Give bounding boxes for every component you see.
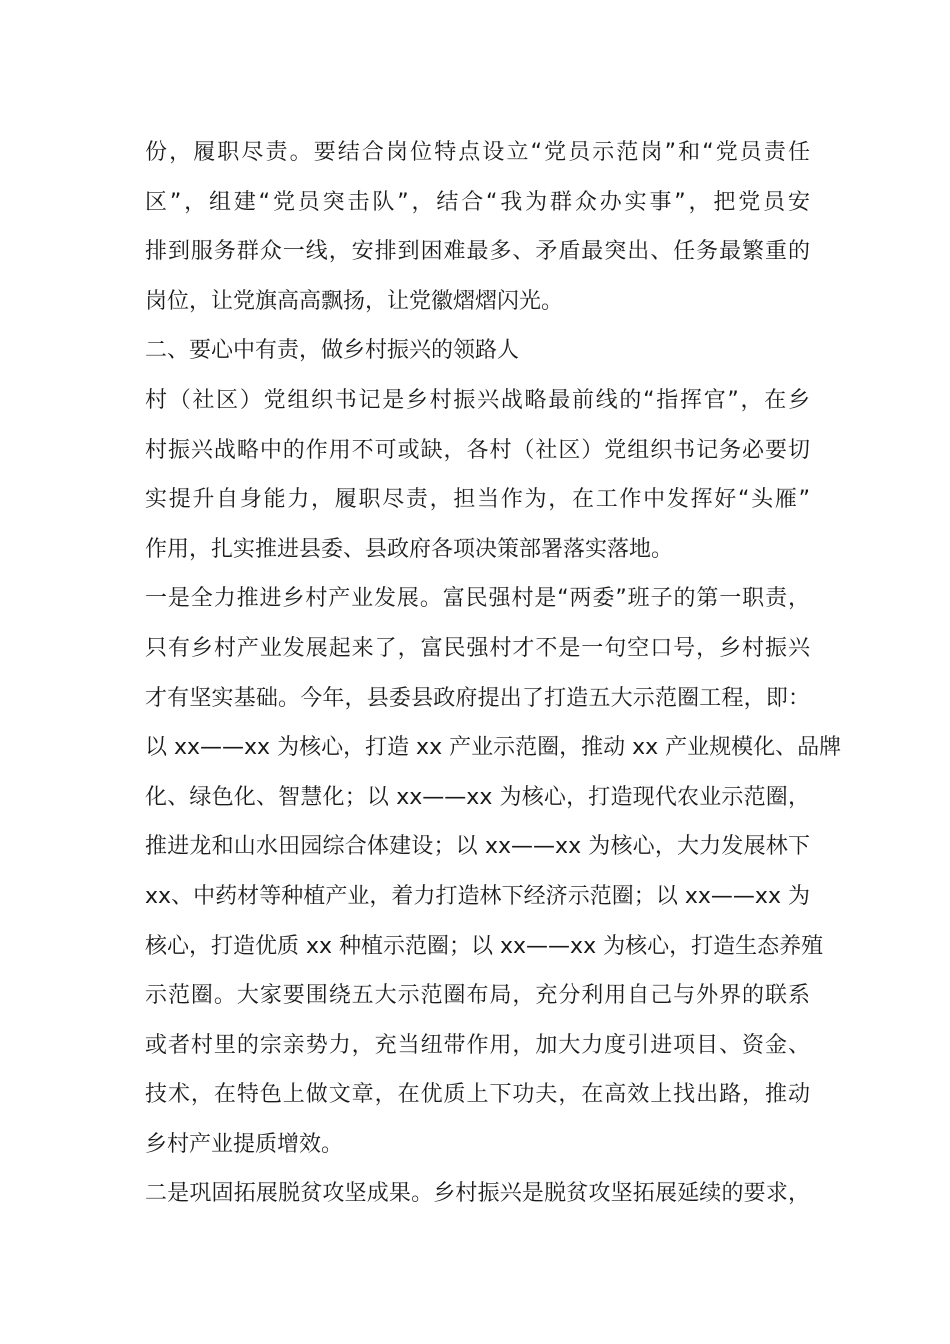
text-line: 推进龙和山水田园综合体建设；以 xx——xx 为核心，大力发展林下	[145, 834, 810, 860]
text-line: 村振兴战略中的作用不可或缺，各村（社区）党组织书记务必要切	[145, 437, 810, 463]
text-line: xx、中药材等种植产业，着力打造林下经济示范圈；以 xx——xx 为	[145, 883, 810, 909]
text-line: 份，履职尽责。要结合岗位特点设立“党员示范岗”和“党员责任	[145, 140, 810, 165]
text-line: 作用，扎实推进县委、县政府各项决策部署落实落地。	[145, 536, 674, 562]
text-line: 以 xx——xx 为核心，打造 xx 产业示范圈，推动 xx 产业规模化、品牌	[145, 735, 842, 761]
text-line: 村（社区）党组织书记是乡村振兴战略最前线的“指挥官”，在乡	[145, 387, 810, 413]
text-line: 一是全力推进乡村产业发展。富民强村是“两委”班子的第一职责，	[145, 586, 810, 612]
text-line: 乡村产业提质增效。	[145, 1131, 344, 1157]
text-line: 才有坚实基础。今年，县委县政府提出了打造五大示范圈工程，即：	[145, 685, 810, 711]
text-line: 区”，组建“党员突击队”，结合“我为群众办实事”，把党员安	[145, 189, 810, 215]
text-line: 只有乡村产业发展起来了，富民强村才不是一句空口号，乡村振兴	[145, 635, 810, 661]
text-line: 技术，在特色上做文章，在优质上下功夫，在高效上找出路，推动	[145, 1082, 810, 1108]
text-line: 或者村里的宗亲势力，充当纽带作用，加大力度引进项目、资金、	[145, 1032, 810, 1058]
document-body	[145, 128, 842, 1219]
text-line: 核心，打造优质 xx 种植示范圈；以 xx——xx 为核心，打造生态养殖	[145, 933, 824, 959]
text-line: 排到服务群众一线，安排到困难最多、矛盾最突出、任务最繁重的	[145, 239, 810, 265]
text-line: 示范圈。大家要围绕五大示范圈布局，充分利用自己与外界的联系	[145, 983, 810, 1009]
section-heading: 二、要心中有责，做乡村振兴的领路人	[145, 338, 520, 364]
text-line: 二是巩固拓展脱贫攻坚成果。乡村振兴是脱贫攻坚拓展延续的要求，	[145, 1181, 810, 1207]
text-line: 岗位，让党旗高高飘扬，让党徽熠熠闪光。	[145, 288, 564, 314]
text-line: 化、绿色化、智慧化；以 xx——xx 为核心，打造现代农业示范圈，	[145, 784, 810, 810]
text-line: 实提升自身能力，履职尽责，担当作为，在工作中发挥好“头雁”	[145, 487, 810, 513]
